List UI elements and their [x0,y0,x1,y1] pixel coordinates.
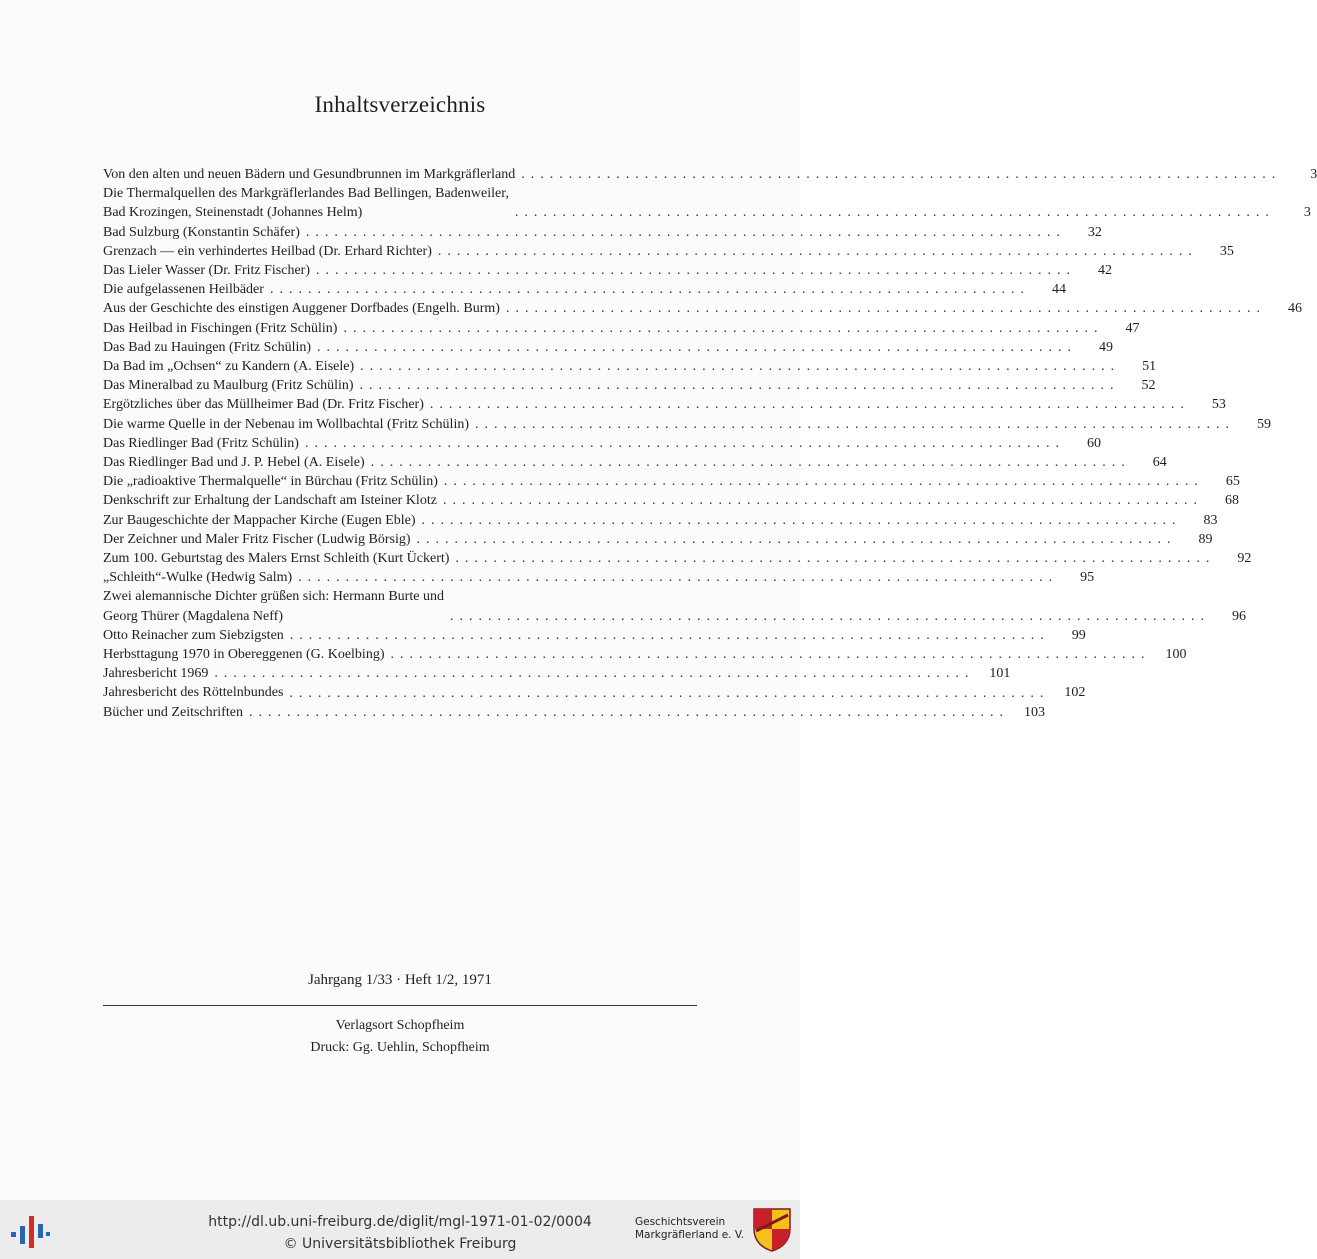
toc-leader-dots: ................................................................................ [429,397,1190,413]
toc-entry-page-number: 32 [1087,224,1102,240]
toc-entry-title: Bad Sulzburg (Konstantin Schäfer) [103,224,300,240]
society-name-line1: Geschichtsverein [634,1216,726,1228]
toc-leader-dots: ................................................................................ [305,224,1066,240]
toc-leader-dots: ................................................................................ [289,685,1050,701]
toc-entry [103,280,1066,299]
toc-entry-title: Das Lieler Wasser (Dr. Fritz Fischer) [103,263,310,279]
toc-entry [103,549,1252,568]
toc-leader-dots: ................................................................................ [317,339,1078,355]
toc-entry-page-number: 42 [1098,263,1112,279]
society-name-line2: Markgräflerland e. V. [634,1229,744,1241]
toc-entry-title: „Schleith“-Wulke (Hedwig Salm) [103,570,293,586]
copyright-text: © Universitätsbibliothek Freiburg [283,1236,517,1252]
toc-entry-title: Das Mineralbad zu Maulburg (Fritz Schülin) [103,378,354,394]
toc-entry [103,568,1095,587]
toc-entry-page-number: 64 [1152,455,1167,471]
toc-entry-page-number: 68 [1224,493,1239,509]
toc-entry-title: Die aufgelassenen Heilbäder [103,282,264,298]
toc-entry-page-number: 65 [1225,474,1240,490]
toc-entry-title: Von den alten und neuen Bädern und Gesundbrunnen im Markgräflerland [103,167,516,182]
toc-leader-dots: ................................................................................ [269,282,1030,298]
toc-entry [103,453,1167,472]
toc-entry-page-number: 95 [1080,570,1095,586]
toc-entry-page-number: 83 [1203,512,1218,528]
toc-entry [103,223,1102,242]
toc-entry-title: Das Riedlinger Bad (Fritz Schülin) [103,435,299,451]
toc-leader-dots: ................................................................................ [442,493,1203,509]
volume-issue-line: Jahrgang 1/33 · Heft 1/2, 1971 [308,972,492,988]
toc-entry-page-number: 99 [1071,627,1086,643]
toc-entry-page-number: 53 [1211,397,1226,413]
toc-entry-page-number: 92 [1237,551,1252,567]
toc-leader-dots: ................................................................................ [316,263,1076,279]
toc-entry [103,415,1272,434]
toc-entry-title: Denkschrift zur Erhaltung der Landschaft am Isteiner Klotz [103,493,437,509]
toc-entry [103,626,1086,645]
toc-entry [103,184,1311,222]
toc-entry [103,319,1140,338]
toc-entry-page-number: 51 [1142,359,1157,375]
toc-entry [103,338,1114,357]
table-of-contents [103,165,1317,722]
toc-entry [103,703,1045,722]
toc-entry-title: Bücher und Zeitschriften [103,704,243,720]
toc-entry-page-number: 44 [1051,282,1066,298]
toc-entry [103,645,1187,664]
toc-leader-dots: ................................................................................ [416,531,1177,547]
toc-entry-title: Jahresbericht 1969 [103,666,209,682]
toc-entry-page-number: 3 [1310,167,1317,182]
toc-leader-dots: ................................................................................ [298,570,1059,586]
toc-leader-dots: ................................................................................ [505,301,1266,317]
toc-entry [103,242,1234,261]
toc-entry-title: Zwei alemannische Dichter grüßen sich: Hermann Burte und Georg Thürer (Magdalena Neff) [103,589,444,624]
toc-entry [103,395,1226,414]
toc-entry [103,357,1157,376]
toc-entry-title: Grenzach — ein verhindertes Heilbad (Dr. Erhard Richter) [103,243,432,259]
document-url-link[interactable]: http://dl.ub.uni-freiburg.de/diglit/mgl-1971-01-02/0004 [208,1214,592,1230]
toc-entry-title: Da Bad im „Ochsen“ zu Kandern (A. Eisele) [103,359,355,375]
toc-entry-page-number: 47 [1125,320,1140,336]
toc-entry-page-number: 103 [1023,704,1045,720]
toc-entry-page-number: 3 [1303,205,1311,221]
toc-entry [103,472,1240,491]
toc-leader-dots: ................................................................................ [248,704,1009,720]
toc-entry [103,587,1246,625]
toc-entry-page-number: 102 [1064,685,1086,701]
toc-entry-page-number: 89 [1198,531,1213,547]
toc-entry [103,434,1101,453]
toc-leader-dots: ................................................................................ [514,205,1275,221]
toc-entry [103,261,1112,280]
toc-entry [103,299,1302,318]
toc-entry-page-number: 35 [1219,243,1234,259]
page-title: Inhaltsverzeichnis [314,92,486,117]
toc-leader-dots: ................................................................................ [359,378,1120,394]
toc-leader-dots: ................................................................................ [521,167,1282,183]
toc-entry-page-number: 96 [1231,608,1246,624]
toc-entry [103,530,1213,549]
toc-entry-title: Die „radioaktive Thermalquelle“ in Bürchau (Fritz Schülin) [103,474,438,490]
toc-entry [103,376,1156,395]
toc-entry-title: Die warme Quelle in der Nebenau im Wollbachtal (Fritz Schülin) [103,416,470,432]
toc-entry [103,664,1011,683]
toc-entry-page-number: 101 [989,666,1011,682]
toc-entry-title: Herbsttagung 1970 in Obereggenen (G. Koelbing) [103,647,385,663]
viewer-footer [0,1200,800,1259]
toc-leader-dots: ................................................................................ [475,416,1236,432]
toc-entry-title: Zum 100. Geburtstag des Malers Ernst Schleith (Kurt Ückert) [103,551,450,567]
toc-leader-dots: ................................................................................ [421,512,1182,528]
society-name[interactable] [635,1216,744,1242]
printer-line: Druck: Gg. Uehlin, Schopfheim [310,1040,490,1055]
toc-entry-page-number: 52 [1141,378,1156,394]
coat-of-arms-icon[interactable] [752,1207,792,1253]
toc-leader-dots: ................................................................................ [390,647,1151,663]
toc-entry-page-number: 100 [1165,647,1187,663]
toc-entry-page-number: 49 [1099,339,1114,355]
toc-entry-title: Jahresbericht des Röttelnbundes [103,685,284,701]
toc-entry-page-number: 59 [1257,416,1272,432]
toc-entry-title: Aus der Geschichte des einstigen Auggener Dorfbades (Engelh. Burm) [103,301,500,317]
toc-entry [103,683,1086,702]
toc-entry-title: Das Bad zu Hauingen (Fritz Schülin) [103,339,312,355]
toc-leader-dots: ................................................................................ [443,474,1204,490]
toc-entry-title: Die Thermalquellen des Markgräflerlandes Bad Bellingen, Badenweiler, Bad Krozingen, Steinenstadt (Johannes Helm) [103,186,509,221]
toc-leader-dots: ................................................................................ [437,243,1198,259]
divider-rule [103,1005,697,1006]
toc-leader-dots: ................................................................................ [304,435,1065,451]
toc-entry [103,491,1239,510]
toc-leader-dots: ................................................................................ [449,608,1210,624]
toc-entry [103,165,1317,184]
toc-leader-dots: ................................................................................ [370,455,1131,471]
toc-entry-title: Zur Baugeschichte der Mappacher Kirche (Eugen Eble) [103,512,416,528]
toc-leader-dots: ................................................................................ [343,320,1104,336]
toc-entry-title: Ergötzliches über das Müllheimer Bad (Dr. Fritz Fischer) [103,397,424,413]
toc-entry-title: Der Zeichner und Maler Fritz Fischer (Ludwig Börsig) [103,531,411,547]
toc-leader-dots: ................................................................................ [214,666,975,682]
publisher-place-line: Verlagsort Schopfheim [335,1018,465,1033]
toc-entry [103,511,1218,530]
toc-entry-page-number: 46 [1287,301,1302,317]
toc-leader-dots: ................................................................................ [455,551,1216,567]
toc-entry-title: Das Heilbad in Fischingen (Fritz Schülin) [103,320,338,336]
toc-entry-title: Otto Reinacher zum Siebzigsten [103,627,284,643]
toc-entry-page-number: 60 [1086,435,1101,451]
toc-entry-title: Das Riedlinger Bad und J. P. Hebel (A. Eisele) [103,455,365,471]
toc-leader-dots: ................................................................................ [289,627,1050,643]
toc-leader-dots: ................................................................................ [360,359,1121,375]
